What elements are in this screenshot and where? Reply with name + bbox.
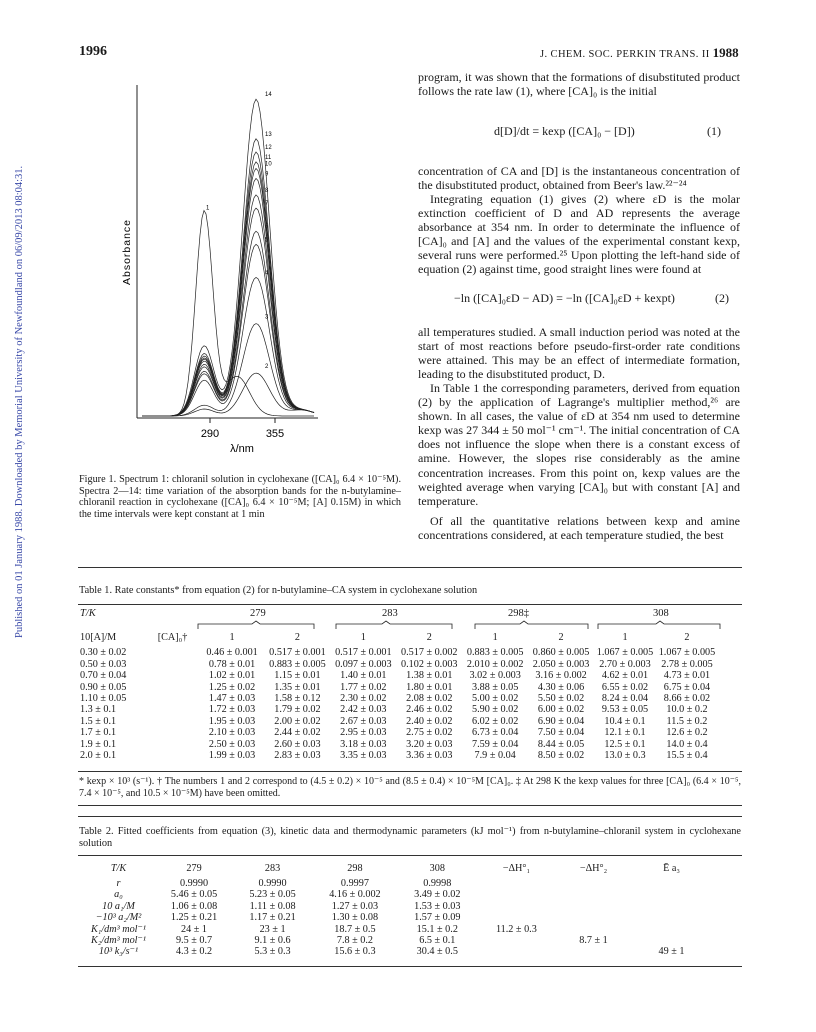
spectrum-curve-label: 7 (265, 201, 269, 208)
table1-cell: 0.860 ± 0.005 (532, 647, 590, 659)
table2-cell (554, 946, 633, 957)
table1-sub: 2 (426, 632, 432, 643)
table1-cell: 15.5 ± 0.4 (666, 750, 708, 762)
table1-cell: 11.5 ± 0.2 (666, 715, 708, 727)
brace-308 (598, 621, 720, 629)
table2-cell: 0.9990 (180, 878, 209, 889)
table1-cell: 2.60 ± 0.03 (274, 738, 321, 750)
table1-ca-blank (158, 647, 200, 658)
table2-body (80, 878, 710, 958)
table1-cell: 3.16 ± 0.002 (535, 670, 587, 682)
table2-caption: Table 2. Fitted coefficients from equation (3), kinetic data and thermodynamic parameters (kJ mol⁻¹) from n-butylamine–chloranil system in cyclohexane solution (79, 826, 741, 849)
table2-cell: 8.7 ± 1 (579, 935, 608, 947)
table1-ca-blank (158, 739, 200, 750)
table1-cell: 10.0 ± 0.2 (666, 704, 708, 716)
spectrum-curve-label: 8 (265, 187, 269, 194)
table1-cell: 5.90 ± 0.02 (471, 704, 519, 716)
table1-cell: 2.46 ± 0.02 (406, 704, 453, 716)
table1-row (80, 739, 718, 750)
table2-param: 10³ k₃/s⁻¹ (98, 946, 139, 958)
table1-cell: 2.30 ± 0.02 (340, 693, 387, 705)
table1-row (80, 693, 718, 704)
table1-cell: 8.50 ± 0.02 (537, 750, 585, 762)
table1-col-a: 10[A]/M (80, 632, 117, 643)
table2-cell: 5.3 ± 0.3 (254, 946, 291, 958)
table1-cell: 6.55 ± 0.02 (601, 681, 649, 693)
table1-sub: 1 (492, 632, 498, 643)
table1-cell: 3.88 ± 0.05 (471, 681, 519, 693)
table1-cell: 6.90 ± 0.04 (537, 715, 585, 727)
table1-cell: 2.40 ± 0.02 (406, 715, 453, 727)
table2-row (80, 878, 710, 889)
table2-param: a₀ (114, 889, 123, 901)
table1-cell: 3.02 ± 0.003 (469, 670, 521, 682)
table2-header-row (80, 860, 710, 878)
table1-cell: 1.79 ± 0.02 (274, 704, 321, 716)
table1-row (80, 670, 718, 681)
table1-sub: 2 (684, 632, 690, 643)
table2-row (80, 935, 710, 946)
spectrum-curve-label: 10 (265, 161, 272, 168)
table1-cell: 12.5 ± 0.1 (604, 738, 646, 750)
spectrum-curve-label: 12 (265, 145, 272, 151)
table2-cell: 7.8 ± 0.2 (336, 935, 373, 947)
table2-cell: 1.53 ± 0.03 (414, 900, 461, 912)
table1-temp-308: 308 (653, 608, 669, 619)
table1-row (80, 682, 718, 693)
table1-footnote: * kexp × 10³ (s⁻¹). † The numbers 1 and 2 correspond to (4.5 ± 0.2) × 10⁻⁵ and (8.5 ± 0.4) × 10⁻⁵M [CA]₀. ‡ At 298 K the kexp values for three [CA]₀ (6.4 × 10⁻⁵, 7.4 × 10⁻⁵, and 10.5 × 10⁻⁵M) have been omitted. (79, 776, 741, 799)
table1-cell: 2.00 ± 0.02 (274, 715, 321, 727)
table2-cell: 1.11 ± 0.08 (249, 900, 296, 912)
table2-top-rule (78, 816, 742, 817)
table2-cell (633, 878, 710, 889)
table1-cell: 0.78 ± 0.01 (208, 658, 256, 670)
table2-cell: 30.4 ± 0.5 (416, 946, 458, 958)
table1-sub: 1 (622, 632, 628, 643)
journal-year: 1988 (712, 45, 739, 60)
table1-cell: 2.70 ± 0.003 (599, 658, 651, 670)
table1-cell: 4.73 ± 0.01 (663, 670, 711, 682)
table1-cell: 1.47 ± 0.03 (208, 693, 256, 705)
table2-cell (633, 935, 710, 946)
table1-sub: 1 (229, 632, 235, 643)
x-axis-label: λ/nm (230, 443, 254, 455)
y-axis-label: Absorbance (121, 218, 133, 286)
table2-param: K₂/dm³ mol⁻¹ (91, 935, 146, 947)
table2-header: −ΔH°₂ (579, 863, 608, 875)
table1-cell: 3.36 ± 0.03 (406, 750, 453, 762)
table2-cell: 24 ± 1 (181, 923, 207, 935)
table1-cell: 0.517 ± 0.001 (335, 647, 392, 659)
table1-ca-blank (158, 659, 200, 670)
table1-cell: 13.0 ± 0.3 (604, 750, 646, 762)
table2-cell: 5.46 ± 0.05 (170, 889, 218, 901)
spectrum-curve-label: 4 (265, 270, 269, 277)
table1-cell: 1.02 ± 0.01 (208, 670, 256, 682)
journal-name: J. CHEM. SOC. PERKIN TRANS. II (540, 49, 710, 60)
table2-cell (554, 901, 633, 912)
table2-header: 279 (186, 863, 202, 875)
table1-amine-conc: 1.7 ± 0.1 (80, 727, 117, 739)
spectrum-curve-label: 11 (265, 154, 272, 161)
table1-amine-conc: 1.3 ± 0.1 (80, 704, 117, 716)
table1-cell: 1.77 ± 0.02 (340, 681, 387, 693)
table1-cell: 2.83 ± 0.03 (274, 750, 321, 762)
table2-cell: 18.7 ± 0.5 (334, 923, 376, 935)
table1-ca-blank (158, 716, 200, 727)
table1-cell: 0.097 ± 0.003 (335, 658, 392, 670)
spectrum-curve-label: 14 (265, 92, 272, 99)
journal-header (540, 45, 739, 61)
equation-2: −ln ([CA]₀εD − AD) = −ln ([CA]₀εD + kexpt) (454, 291, 675, 305)
table2-cell: 1.57 ± 0.09 (414, 912, 461, 924)
table2-cell: 9.1 ± 0.6 (254, 935, 291, 947)
table1-body (80, 647, 718, 761)
spectrum-curves (142, 92, 314, 416)
table2-cell: 4.16 ± 0.002 (329, 889, 381, 901)
equation-1-number: (1) (707, 124, 721, 138)
table1-cell: 1.067 ± 0.005 (658, 647, 716, 659)
table2-cell: 15.1 ± 0.2 (416, 923, 458, 935)
table1-cell: 1.35 ± 0.01 (274, 681, 321, 693)
table1-cell: 3.18 ± 0.03 (340, 738, 387, 750)
table2-cell: 0.9998 (423, 878, 452, 889)
spectrum-curve-13 (142, 139, 314, 416)
table1-cell: 7.50 ± 0.04 (537, 727, 585, 739)
table1-row (80, 704, 718, 715)
table2-cell (554, 889, 633, 900)
table2-cell (479, 901, 554, 912)
table1-amine-conc: 0.30 ± 0.02 (80, 647, 127, 659)
table2-cell (479, 889, 554, 900)
spectrum-curve-label: 9 (265, 171, 269, 178)
table1-cell: 6.02 ± 0.02 (471, 715, 519, 727)
table1-row (80, 750, 718, 761)
x-tick-label-290: 290 (200, 428, 220, 440)
table1-amine-conc: 1.9 ± 0.1 (80, 738, 117, 750)
table2-cell (554, 924, 633, 935)
table1-cell: 6.75 ± 0.04 (663, 681, 711, 693)
table1-cell: 1.40 ± 0.01 (340, 670, 387, 682)
table2-cell: 1.30 ± 0.08 (331, 912, 379, 924)
table1-cell: 14.0 ± 0.4 (666, 738, 708, 750)
table2-cell (479, 912, 554, 923)
table1-row (80, 647, 718, 658)
table2-param: −10³ a₂/M² (95, 912, 142, 924)
table1-cell: 4.62 ± 0.01 (601, 670, 649, 682)
spectrum-curve-label: 1 (206, 205, 210, 212)
table1-cell: 0.102 ± 0.003 (400, 658, 458, 670)
paragraph-5: In Table 1 the corresponding parameters, derived from equation (2) by the application of Lagrange's multiplier method,²⁶ are shown. In all cases, the value of εD at 354 nm used to determine kexp was 27 344 ± 50 mol⁻¹ cm⁻¹. The initial concentration of CA does not influence the slope when there is a constant excess of amine. However, the slopes rise considerably as the amine concentration increases. From this point on, kexp values are the weighted average when varying [CA]₀ but with constant [A] and temperature. (418, 381, 740, 508)
table1-cell: 2.08 ± 0.02 (406, 693, 453, 705)
paragraph-2: concentration of CA and [D] is the instantaneous concentration of the disubstituted product, obtained from Beer's law.²²⁻²⁴ (418, 164, 740, 193)
table1-cell: 0.517 ± 0.002 (400, 647, 458, 659)
table2-cell (633, 889, 710, 900)
paragraph-3: Integrating equation (1) gives (2) where εD is the molar extinction coefficient of D and AD represents the average absorbance at 354 nm. In order to determinate the influence of [CA]₀ and [A] and the values of the experimental constant kexp, several runs were performed.²⁵ Upon plotting the left-hand side of equation (2) against time, good straight lines were found at (418, 192, 740, 277)
table2-cell: 3.49 ± 0.02 (414, 889, 461, 901)
table2-caption-rule (78, 855, 742, 856)
table1-ca-blank (158, 693, 200, 704)
table1-bottom-rule (78, 771, 742, 772)
table1-row (80, 659, 718, 670)
table2-header: −ΔH°₁ (502, 863, 531, 875)
table2-cell (479, 935, 554, 946)
table1-cell: 7.59 ± 0.04 (471, 738, 519, 750)
table2-cell: 1.25 ± 0.21 (170, 912, 218, 924)
brace-283 (336, 621, 452, 629)
spectrum-curve-14 (142, 99, 314, 416)
table1-row (80, 727, 718, 738)
table1-cell: 1.99 ± 0.03 (208, 750, 256, 762)
table2-cell: 1.27 ± 0.03 (331, 900, 379, 912)
table2-row (80, 924, 710, 935)
table1-cell: 0.517 ± 0.001 (269, 647, 326, 659)
table1-cell: 10.4 ± 0.1 (604, 715, 646, 727)
table1-cell: 5.00 ± 0.02 (471, 693, 519, 705)
table2-cell: 0.9990 (258, 878, 287, 889)
table1-cell: 2.44 ± 0.02 (274, 727, 321, 739)
table1-ca-blank (158, 750, 200, 761)
table2-cell (479, 878, 554, 889)
table1-cell: 1.15 ± 0.01 (274, 670, 321, 682)
table1-ca-blank (158, 670, 200, 681)
table1-cell: 2.050 ± 0.003 (532, 658, 590, 670)
table1-temp-279: 279 (250, 608, 266, 619)
table1-cell: 2.10 ± 0.03 (208, 727, 256, 739)
page-number: 1996 (79, 44, 107, 59)
table2-cell: 9.5 ± 0.7 (175, 935, 213, 947)
table1-cell: 7.9 ± 0.04 (474, 750, 516, 762)
table1-amine-conc: 0.50 ± 0.03 (80, 658, 127, 670)
table1-cell: 2.010 ± 0.002 (466, 658, 524, 670)
table1-cell: 0.883 ± 0.005 (269, 658, 326, 670)
brace-298 (475, 621, 588, 629)
spectrum-curve-label: 6 (265, 224, 269, 231)
table1-cell: 5.50 ± 0.02 (537, 693, 585, 705)
table2-cell (633, 912, 710, 923)
table1-cell: 1.38 ± 0.01 (406, 670, 453, 682)
table1-cell: 0.883 ± 0.005 (466, 647, 524, 659)
table1-cell: 1.72 ± 0.03 (208, 704, 256, 716)
table2-param: 10 a₁/M (102, 900, 135, 912)
table1-cell: 8.66 ± 0.02 (663, 693, 711, 705)
table1-cell: 1.80 ± 0.01 (406, 681, 453, 693)
table1-header-row (80, 632, 718, 643)
figure-caption: Figure 1. Spectrum 1: chloranil solution in cyclohexane ([CA]₀ 6.4 × 10⁻⁵M). Spectra 2—14: time variation of the absorption bands for the n-butylamine–chloranil reaction in cyclohexane ([CA]₀ 6.4 × 10⁻⁵M; [A] 0.15M) in which the time intervals were kept constant at 1 min (79, 474, 401, 520)
table1-amine-conc: 1.10 ± 0.05 (80, 693, 127, 705)
paragraph-1: program, it was shown that the formations of disubstituted product follows the rate law (1), where [CA]₀ is the initial (418, 70, 740, 99)
table2-cell (554, 878, 633, 889)
table1-cell: 2.75 ± 0.02 (406, 727, 453, 739)
x-tick-label-355: 355 (265, 428, 285, 440)
table1-top-rule (78, 567, 742, 568)
paragraph-4: all temperatures studied. A small induction period was noted at the start of most reactions before pseudo-first-order rate conditions were attained. This may be an effect of intermediate formation, leading to the disubstituted product, D. (418, 325, 740, 382)
table2-cell: 11.2 ± 0.3 (495, 923, 537, 935)
paragraph-6: Of all the quantitative relations between kexp and amine concentrations considered, at each temperature studied, the best (418, 514, 740, 543)
table1-cell: 12.1 ± 0.1 (604, 727, 646, 739)
table2-bottom-rule (78, 966, 742, 967)
table1-cell: 2.50 ± 0.03 (208, 738, 256, 750)
table1-cell: 3.35 ± 0.03 (340, 750, 387, 762)
table1-cell: 4.30 ± 0.06 (537, 681, 585, 693)
table1-cell: 2.42 ± 0.03 (340, 704, 387, 716)
table1-cell: 2.95 ± 0.03 (340, 727, 387, 739)
table2-header: 283 (264, 863, 281, 875)
table1-cell: 9.53 ± 0.05 (601, 704, 649, 716)
table2-cell: 49 ± 1 (658, 946, 685, 958)
table2-param: r (116, 878, 121, 889)
table1-cell: 2.67 ± 0.03 (340, 715, 387, 727)
table1-amine-conc: 0.90 ± 0.05 (80, 681, 127, 693)
table2-cell: 15.6 ± 0.3 (334, 946, 376, 958)
table1-sub: 2 (294, 632, 300, 643)
table2-header: 298 (347, 863, 363, 875)
table2-cell: 1.06 ± 0.08 (170, 900, 218, 912)
table1-temp-298: 298‡ (508, 608, 529, 619)
table1-braces (190, 620, 730, 632)
table1-cell: 3.20 ± 0.03 (406, 738, 453, 750)
table1-caption-rule (78, 604, 742, 605)
spectrum-curve-label: 2 (265, 364, 269, 371)
table1-cell: 6.00 ± 0.02 (537, 704, 585, 716)
table1-cell: 1.58 ± 0.12 (274, 693, 321, 705)
provenance-sidebar (2, 150, 25, 640)
table2-cell: 23 ± 1 (259, 923, 286, 935)
spectrum-curve-label: 13 (265, 131, 272, 138)
table2-header: Ē a₃ (663, 863, 680, 875)
table1-end-rule (78, 805, 742, 806)
table1-temp-283: 283 (382, 608, 398, 619)
table1-cell: 1.067 ± 0.005 (596, 647, 654, 659)
table2-row (80, 889, 710, 900)
table1-sub: 1 (360, 632, 366, 643)
table2-row (80, 912, 710, 923)
table2-row (80, 946, 710, 957)
table2-header: T/K (110, 863, 127, 874)
table1-cell: 8.44 ± 0.05 (537, 738, 585, 750)
table2-param: K₁/dm³ mol⁻¹ (91, 923, 146, 935)
table2-cell: 0.9997 (340, 878, 369, 889)
equation-1: d[D]/dt = kexp ([CA]₀ − [D]) (494, 124, 635, 138)
table2-cell: 4.3 ± 0.2 (175, 946, 213, 958)
table1-cell: 0.46 ± 0.001 (206, 647, 258, 659)
table1-col-ca: [CA]₀† (157, 632, 188, 643)
table1-temp-label: T/K (80, 608, 96, 619)
table1-cell: 1.95 ± 0.03 (208, 715, 256, 727)
table1-ca-blank (158, 727, 200, 738)
table1-amine-conc: 2.0 ± 0.1 (80, 750, 117, 762)
equation-2-number: (2) (715, 291, 729, 305)
spectrum-curve-label: 5 (265, 237, 269, 244)
table2-cell (633, 924, 710, 935)
table2 (80, 860, 710, 958)
table2-row (80, 901, 710, 912)
table1-amine-conc: 1.5 ± 0.1 (80, 715, 117, 727)
table2-cell (554, 912, 633, 923)
table1-ca-blank (158, 704, 200, 715)
spectrum-curve-label: 3 (265, 314, 269, 321)
table1-caption: Table 1. Rate constants* from equation (2) for n-butylamine–CA system in cyclohexane solution (79, 585, 478, 596)
table2-cell: 6.5 ± 0.1 (419, 935, 456, 947)
spectrum-figure (110, 80, 410, 465)
table2-header: 308 (429, 863, 445, 875)
table1-cell: 6.73 ± 0.04 (471, 727, 519, 739)
table1-amine-conc: 0.70 ± 0.04 (80, 670, 127, 682)
provenance-text: Published on 01 January 1988. Downloaded by Memorial University of Newfoundland on 06/09/2013 08:04:31. (14, 165, 25, 638)
table1-row (80, 716, 718, 727)
table1-sub: 2 (558, 632, 564, 643)
table1-cell: 2.78 ± 0.005 (661, 658, 713, 670)
spectrum-curve-10 (142, 169, 314, 417)
table1-cell: 12.6 ± 0.2 (666, 727, 708, 739)
brace-279 (198, 621, 314, 629)
table1-cell: 1.25 ± 0.02 (208, 681, 256, 693)
table2-cell: 1.17 ± 0.21 (249, 912, 296, 924)
table2-cell (633, 901, 710, 912)
table2-cell: 5.23 ± 0.05 (249, 889, 296, 901)
table1-cell: 8.24 ± 0.04 (601, 693, 649, 705)
table1 (80, 632, 718, 761)
table1-ca-blank (158, 682, 200, 693)
table2-cell (479, 946, 554, 957)
